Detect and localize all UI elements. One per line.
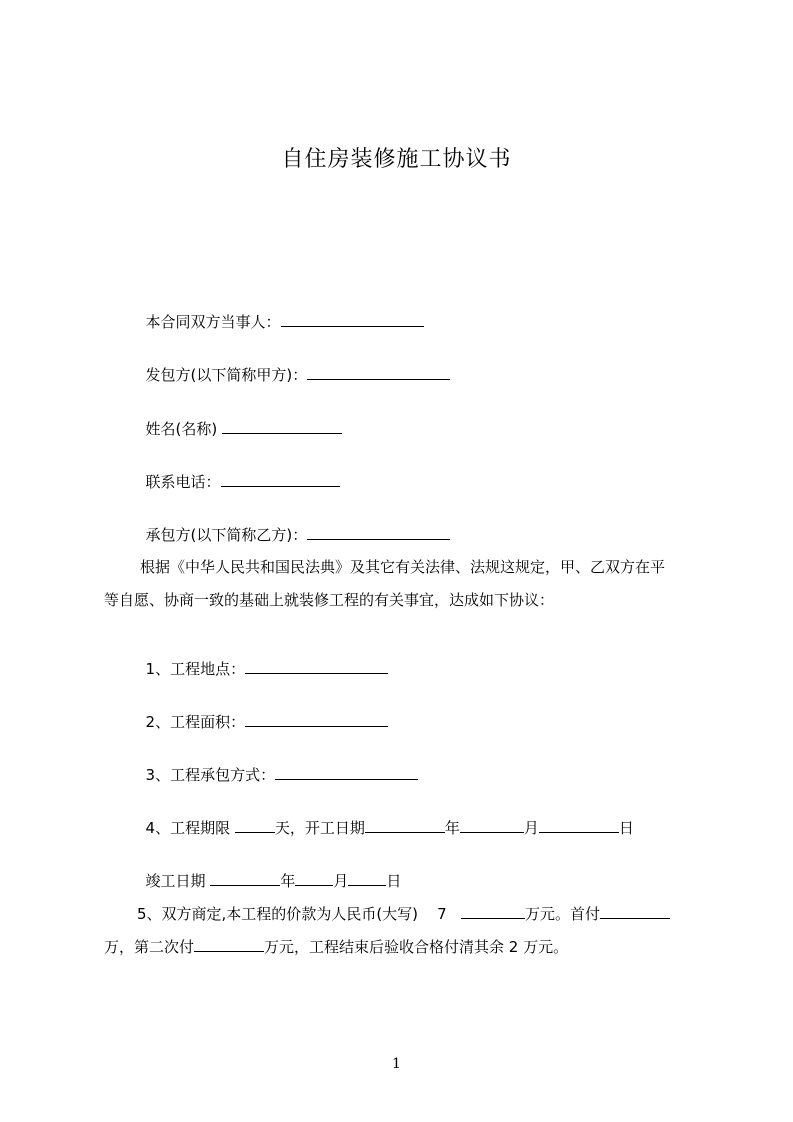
item5-prefix: 5、双方商定,本工程的价款为人民币(大写) [137, 905, 419, 923]
completion-year: 年 [280, 872, 296, 890]
item5-line2 [104, 931, 704, 964]
item2-line [136, 692, 388, 732]
item4-year-blank[interactable] [365, 818, 445, 833]
item4-line [136, 798, 634, 838]
party-a-line [136, 345, 450, 385]
item4-prefix: 4、工程期限 [145, 819, 231, 837]
party-b-line [136, 505, 450, 545]
name-blank[interactable] [222, 419, 342, 434]
document-title: 自住房装修施工协议书 [281, 147, 512, 172]
item5-line1 [104, 898, 704, 931]
phone-label: 联系电话： [145, 473, 221, 491]
party-b-label: 承包方(以下简称乙方)： [145, 526, 308, 544]
phone-line [136, 452, 340, 492]
item4-day-unit: 天，开工日期 [274, 819, 365, 837]
intro-line2: 等自愿、协商一致的基础上就装修工程的有关事宜，达成如下协议： [104, 591, 555, 609]
item4-day-blank[interactable] [539, 818, 619, 833]
parties-line [136, 292, 424, 332]
item4-month: 月 [523, 819, 539, 837]
completion-day-blank[interactable] [348, 871, 386, 886]
completion-month: 月 [333, 872, 349, 890]
item3-line [136, 745, 418, 785]
item1-label: 1、工程地点： [145, 660, 246, 678]
item1-blank[interactable] [245, 659, 388, 674]
item4-day: 日 [618, 819, 634, 837]
party-a-label: 发包方(以下简称甲方)： [145, 366, 308, 384]
item5-line2-rest: 万元，工程结束后验收合格付清其余 2 万元。 [264, 938, 569, 956]
completion-prefix: 竣工日期 [145, 872, 206, 890]
intro-line1: 根据《中华人民共和国民法典》及其它有关法律、法规这规定，甲、乙双方在平 [140, 558, 666, 576]
page-number: 1 [392, 1056, 401, 1072]
item1-line [136, 639, 388, 679]
parties-blank[interactable] [281, 312, 424, 327]
party-b-blank[interactable] [307, 525, 450, 540]
item3-label: 3、工程承包方式： [145, 766, 276, 784]
item5-unit-first: 万元。首付 [524, 905, 600, 923]
completion-month-blank[interactable] [295, 871, 333, 886]
item2-blank[interactable] [245, 712, 388, 727]
item5-total-blank[interactable] [461, 904, 525, 919]
name-line [136, 399, 342, 439]
item3-blank[interactable] [275, 765, 418, 780]
item4-days-blank[interactable] [235, 818, 275, 833]
item5-paragraph [104, 898, 704, 964]
item4-year: 年 [444, 819, 460, 837]
item5-line2-unit1: 万，第二次付 [104, 938, 195, 956]
parties-label: 本合同双方当事人： [145, 313, 281, 331]
intro-paragraph [104, 551, 704, 617]
item2-label: 2、工程面积： [145, 713, 246, 731]
completion-day: 日 [386, 872, 402, 890]
completion-line [136, 851, 401, 891]
item5-second-payment-blank[interactable] [194, 937, 264, 952]
item4-month-blank[interactable] [460, 818, 524, 833]
completion-year-blank[interactable] [210, 871, 280, 886]
phone-blank[interactable] [221, 472, 340, 487]
party-a-blank[interactable] [307, 365, 450, 380]
item5-down-payment-blank[interactable] [600, 904, 670, 919]
name-label: 姓名(名称) [145, 420, 218, 438]
item5-amount: 7 [437, 905, 447, 923]
